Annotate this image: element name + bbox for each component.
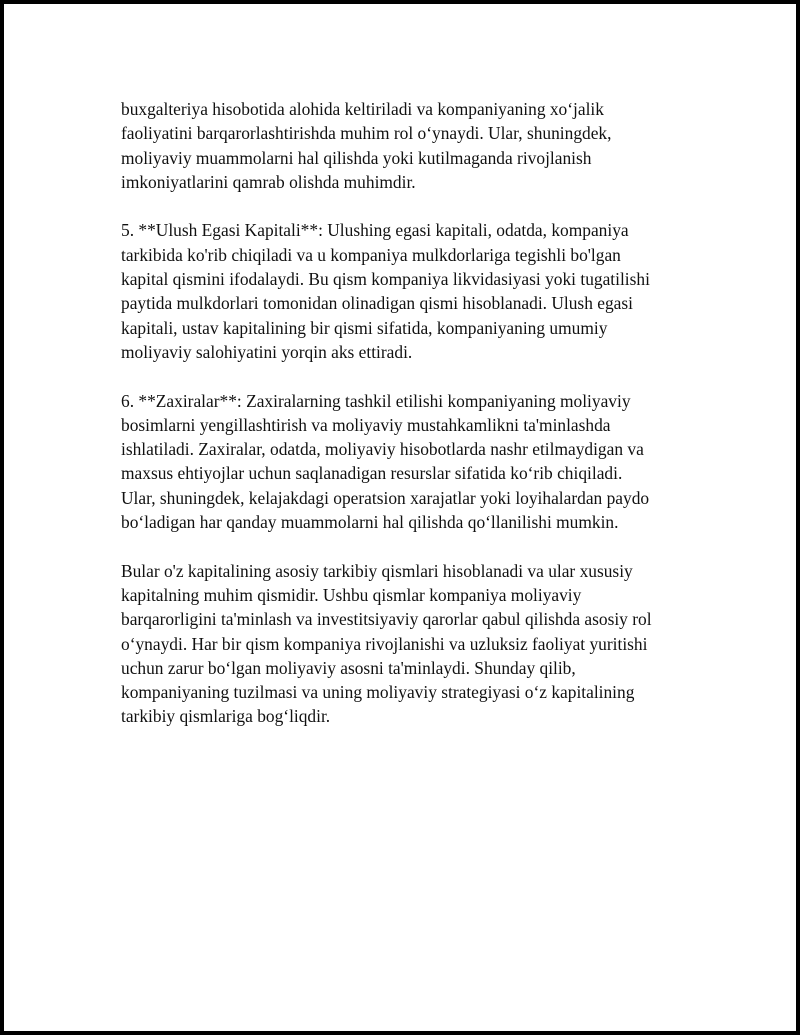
text-line: faoliyatini barqarorlashtirishda muhim rol oʻynaydi. Ular, shuningdek, bbox=[121, 123, 612, 144]
paragraph-zaxiralar bbox=[121, 389, 701, 535]
text-line: 5. **Ulush Egasi Kapitali**: Ulushing egasi kapitali, odatda, kompaniya bbox=[121, 220, 629, 241]
text-line: bosimlarni yengillashtirish va moliyaviy mustahkamlikni ta'minlashda bbox=[121, 414, 611, 435]
paragraph-ulush-egasi-kapitali bbox=[121, 218, 701, 364]
text-line: tarkibida ko'rib chiqiladi va u kompaniya mulkdorlariga tegishli bo'lgan bbox=[121, 244, 621, 265]
text-line: tarkibiy qismlariga bogʻliqdir. bbox=[121, 706, 331, 727]
text-line: kapitali, ustav kapitalining bir qismi sifatida, kompaniyaning umumiy bbox=[121, 317, 608, 338]
paragraph-capital-intro-continuation bbox=[121, 97, 701, 194]
text-line: Bular o'z kapitalining asosiy tarkibiy qismlari hisoblanadi va ular xususiy bbox=[121, 560, 633, 581]
text-line: uchun zarur boʻlgan moliyaviy asosni ta'minlaydi. Shunday qilib, bbox=[121, 657, 576, 678]
text-line: buxgalteriya hisobotida alohida keltiriladi va kompaniyaning xoʻjalik bbox=[121, 99, 604, 119]
text-line: paytida mulkdorlari tomonidan olinadigan qismi hisoblanadi. Ulush egasi bbox=[121, 293, 633, 314]
text-line: boʻladigan har qanday muammolarni hal qilishda qoʻllanilishi mumkin. bbox=[121, 512, 619, 533]
text-line: maxsus ehtiyojlar uchun saqlanadigan resurslar sifatida koʻrib chiqiladi. bbox=[121, 463, 623, 484]
text-line: Ular, shuningdek, kelajakdagi operatsion xarajatlar yoki loyihalardan paydo bbox=[121, 487, 650, 508]
text-line: ishlatiladi. Zaxiralar, odatda, moliyaviy hisobotlarda nashr etilmaydigan va bbox=[121, 439, 644, 460]
text-line: kapitalning muhim qismidir. Ushbu qismlar kompaniya moliyaviy bbox=[121, 584, 582, 605]
text-line: 6. **Zaxiralar**: Zaxiralarning tashkil etilishi kompaniyaning moliyaviy bbox=[121, 390, 631, 411]
text-line: moliyaviy muammolarni hal qilishda yoki kutilmaganda rivojlanish bbox=[121, 147, 592, 168]
text-line: oʻynaydi. Har bir qism kompaniya rivojlanishi va uzluksiz faoliyat yuritishi bbox=[121, 633, 648, 654]
text-line: kompaniyaning tuzilmasi va uning moliyaviy strategiyasi oʻz kapitalining bbox=[121, 682, 635, 703]
text-line: moliyaviy salohiyatini yorqin aks ettiradi. bbox=[121, 341, 413, 362]
text-line: barqarorligini ta'minlash va investitsiyaviy qarorlar qabul qilishda asosiy rol bbox=[121, 609, 652, 630]
document-body bbox=[121, 97, 701, 753]
text-line: imkoniyatlarini qamrab olishda muhimdir. bbox=[121, 171, 416, 192]
text-line: kapital qismini ifodalaydi. Bu qism kompaniya likvidasiyasi yoki tugatilishi bbox=[121, 269, 650, 290]
paragraph-conclusion bbox=[121, 559, 701, 729]
